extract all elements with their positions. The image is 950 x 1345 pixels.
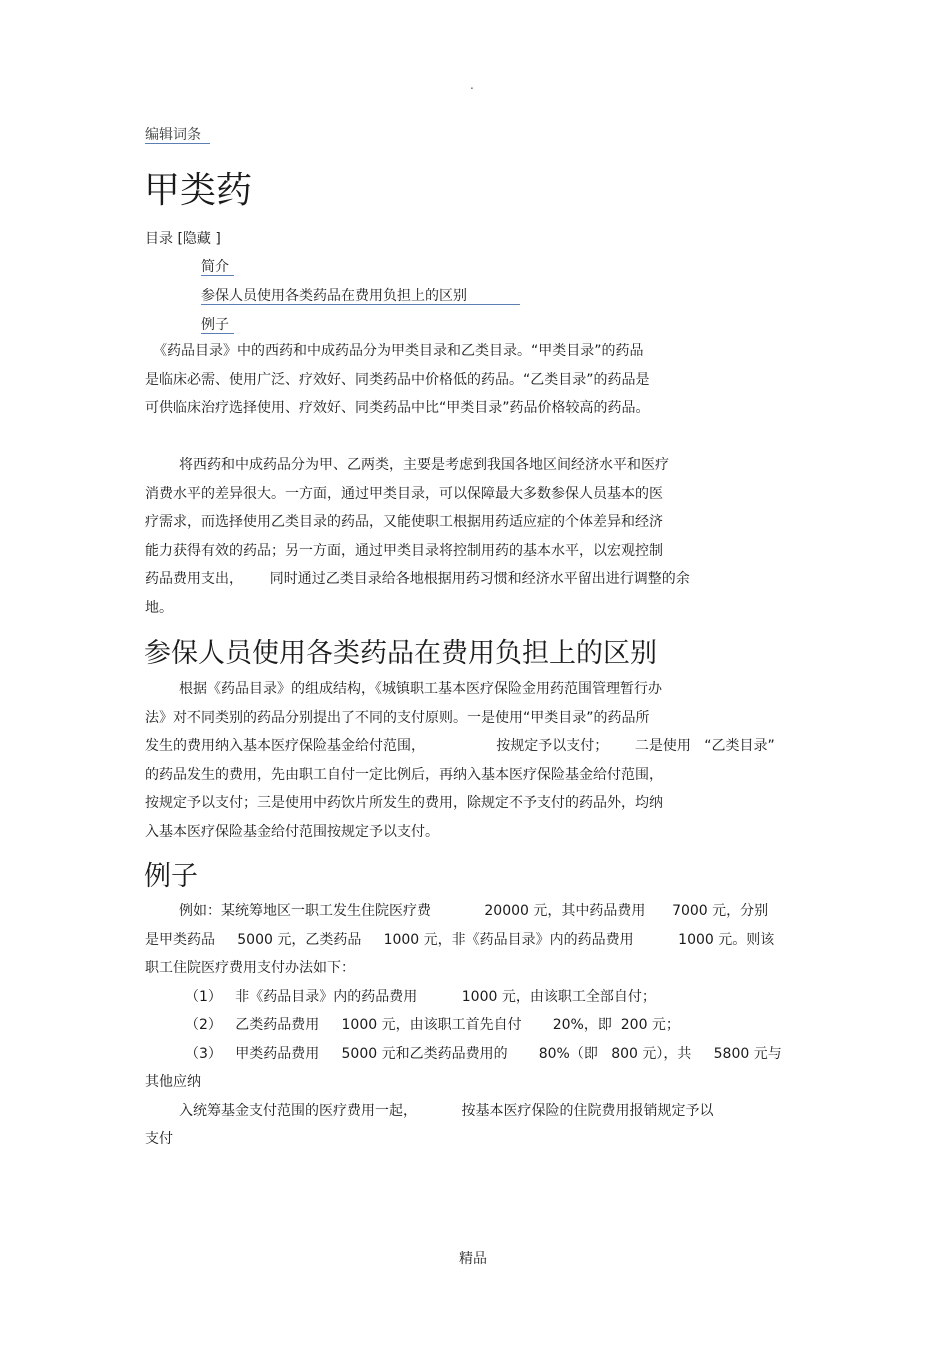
- text-line: 疗需求，而选择使用乙类目录的药品，又能使职工根据用药适应症的个体差异和经济: [145, 514, 663, 530]
- toc-item-underline: [201, 333, 234, 334]
- text-line: 《药品目录》中的西药和中成药品分为甲类目录和乙类目录。“甲类目录”的药品: [153, 343, 644, 359]
- text-line: 是甲类药品 5000 元，乙类药品 1000 元，非《药品目录》内的药品费用 1000 元。则该: [145, 931, 775, 948]
- text-line: 职工住院医疗费用支付办法如下：: [145, 960, 355, 976]
- text-line: 药品费用支出， 同时通过乙类目录给各地根据用药习惯和经济水平留出进行调整的余: [145, 571, 690, 587]
- text-line: 例如：某统筹地区一职工发生住院医疗费 20000 元，其中药品费用 7000 元，分别: [179, 903, 769, 919]
- toc-item-underline: [201, 275, 234, 276]
- text-line: 将西药和中成药品分为甲、乙两类，主要是考虑到我国各地区间经济水平和医疗: [179, 457, 669, 473]
- footer-label: 精品: [459, 1251, 487, 1267]
- toc-header: [145, 228, 221, 248]
- toc-item-cost[interactable]: 参保人员使用各类药品在费用负担上的区别: [201, 288, 467, 304]
- text-line: 入基本医疗保险基金给付范围按规定予以支付。: [145, 823, 439, 840]
- text-line: 入统筹基金支付范围的医疗费用一起， 按基本医疗保险的住院费用报销规定予以: [179, 1102, 714, 1119]
- toc-close-bracket: ]: [210, 231, 221, 247]
- text-line: 其他应纳: [145, 1074, 201, 1090]
- toc-item-underline: [201, 304, 520, 305]
- section-heading-example: 例子: [144, 861, 198, 892]
- header-dot: .: [470, 78, 474, 92]
- text-line: 能力获得有效的药品；另一方面，通过甲类目录将控制用药的基本水平，以宏观控制: [145, 542, 663, 559]
- text-line: 发生的费用纳入基本医疗保险基金给付范围， 按规定予以支付； 二是使用 “乙类目录”: [145, 738, 775, 754]
- page-title: 甲类药: [144, 170, 253, 211]
- toc-item-intro[interactable]: 简介: [201, 259, 229, 275]
- text-line: 根据《药品目录》的组成结构，《城镇职工基本医疗保险金用药范围管理暂行办: [179, 681, 662, 697]
- intro-paragraph: [145, 337, 650, 423]
- list-item: （3） 甲类药品费用 5000 元和乙类药品费用的 80%（即 800 元），共 5800 元与: [185, 1045, 782, 1062]
- text-line: 按规定予以支付；三是使用中药饮片所发生的费用，除规定不予支付的药品外，均纳: [145, 795, 663, 811]
- text-line: 地。: [145, 599, 173, 616]
- text-line: 支付: [145, 1131, 173, 1147]
- edit-link-underline: [145, 143, 210, 144]
- text-line: 可供临床治疗选择使用、疗效好、同类药品中比“甲类目录”药品价格较高的药品。: [145, 400, 650, 416]
- text-line: 是临床必需、使用广泛、疗效好、同类药品中价格低的药品。“乙类目录”的药品是: [145, 371, 650, 388]
- section-heading-cost: 参保人员使用各类药品在费用负担上的区别: [144, 638, 657, 669]
- text-line: 的药品发生的费用，先由职工自付一定比例后，再纳入基本医疗保险基金给付范围，: [145, 766, 663, 783]
- toc-label: 目录 [: [145, 231, 183, 247]
- reason-paragraph: [145, 451, 690, 622]
- toc-hide-link[interactable]: 隐藏: [182, 231, 211, 247]
- edit-entry-link[interactable]: 编辑词条: [145, 127, 201, 143]
- example-paragraph: [145, 897, 782, 1154]
- cost-paragraph: [145, 675, 775, 846]
- text-line: 消费水平的差异很大。一方面，通过甲类目录，可以保障最大多数参保人员基本的医: [145, 485, 663, 502]
- list-item: （2） 乙类药品费用 1000 元，由该职工首先自付 20%，即 200 元；: [185, 1017, 680, 1033]
- toc-item-example[interactable]: 例子: [201, 317, 229, 333]
- list-item: （1） 非《药品目录》内的药品费用 1000 元，由该职工全部自付；: [185, 988, 656, 1005]
- text-line: 法》对不同类别的药品分别提出了不同的支付原则。一是使用“甲类目录”的药品所: [145, 709, 650, 726]
